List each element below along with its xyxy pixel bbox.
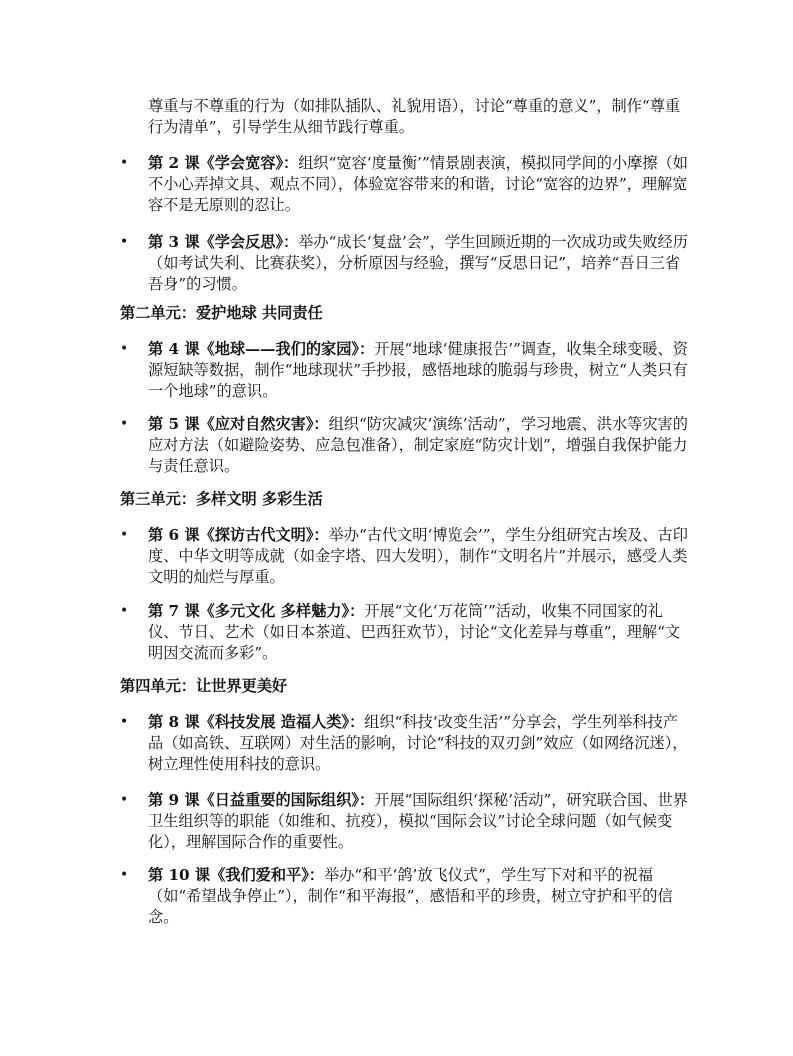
lesson-body — [148, 232, 688, 295]
lesson-body — [148, 414, 688, 477]
lesson-title: 第 4 课《地球——我们的家园》： — [148, 340, 375, 358]
bullet-icon: • — [120, 155, 129, 171]
lesson-text: 举办“古代文明‘博览会’”，学生分组研究古埃及、古印度、中华文明等成就（如金字塔、四大发明），制作“文明名片”并展示，感受人类文明的灿烂与厚重。 — [148, 526, 688, 586]
lesson-title: 第 9 课《日益重要的国际组织》： — [148, 791, 375, 809]
lesson-body — [148, 790, 688, 853]
lesson-body — [148, 712, 688, 775]
lesson-title: 第 6 课《探访古代文明》： — [148, 526, 329, 544]
bullet-icon: • — [120, 714, 129, 730]
unit-heading: 第四单元：让世界更美好 — [120, 677, 288, 695]
bullet-icon: • — [120, 603, 129, 619]
lesson-text: 开展“地球‘健康报告’”调查，收集全球变暖、资源短缺等数据，制作“地球现状”手抄报，感悟地球的脆弱与珍贵，树立“人类只有一个地球”的意识。 — [148, 340, 688, 400]
lesson-body — [148, 525, 688, 588]
lesson-title: 第 10 课《我们爱和平》： — [148, 866, 324, 884]
bullet-icon: • — [120, 527, 129, 543]
lesson-title: 第 3 课《学会反思》： — [148, 233, 299, 251]
bullet-icon: • — [120, 234, 129, 250]
unit-heading: 第二单元：爱护地球 共同责任 — [120, 304, 323, 322]
unit-heading: 第三单元：多样文明 多彩生活 — [120, 490, 323, 508]
lesson-text: 开展“文化‘万花筒’”活动，收集不同国家的礼仪、节日、艺术（如日本茶道、巴西狂欢节），讨论“文化差异与尊重”，理解“文明因交流而多彩”。 — [148, 602, 681, 662]
lesson-text: 组织“科技‘改变生活’”分享会，学生列举科技产品（如高铁、互联网）对生活的影响，讨论“科技的双刃剑”效应（如网络沉迷），树立理性使用科技的意识。 — [148, 713, 688, 773]
lesson-text: 组织“宽容‘度量衡’”情景剧表演，模拟同学间的小摩擦（如不小心弄掉文具、观点不同），体验宽容带来的和谐，讨论“宽容的边界”，理解宽容不是无原则的忍让。 — [148, 154, 688, 214]
lesson-body — [148, 865, 688, 928]
lesson-title: 第 2 课《学会宽容》： — [148, 154, 299, 172]
lesson-text: 举办“和平‘鸽’放飞仪式”，学生写下对和平的祝福（如“希望战争停止”），制作“和平海报”，感悟和平的珍贵，树立守护和平的信念。 — [148, 866, 673, 926]
bullet-icon: • — [120, 792, 129, 808]
lesson-title: 第 7 课《多元文化 多样魅力》： — [148, 602, 365, 620]
lesson-text: 开展“国际组织‘探秘’活动”，研究联合国、世界卫生组织等的职能（如维和、抗疫），模拟“国际会议”讨论全球问题（如气候变化），理解国际合作的重要性。 — [148, 791, 688, 851]
lesson-body — [148, 339, 688, 402]
lesson-body — [148, 601, 688, 664]
lesson-title: 第 8 课《科技发展 造福人类》： — [148, 713, 365, 731]
lesson-text: 举办“成长‘复盘’会”，学生回顾近期的一次成功或失败经历（如考试失利、比赛获奖），分析原因与经验，撰写“反思日记”，培养“吾日三省吾身”的习惯。 — [148, 233, 688, 293]
bullet-icon: • — [120, 341, 129, 357]
lesson-body — [148, 153, 688, 216]
lesson-1-continuation: 尊重与不尊重的行为（如排队插队、礼貌用语），讨论“尊重的意义”，制作“尊重行为清单”，引导学生从细节践行尊重。 — [148, 97, 681, 136]
bullet-icon: • — [120, 867, 129, 883]
lesson-text: 组织“防灾减灾‘演练’活动”，学习地震、洪水等灾害的应对方法（如避险姿势、应急包准备），制定家庭“防灾计划”，增强自我保护能力与责任意识。 — [148, 415, 688, 475]
bullet-icon: • — [120, 416, 129, 432]
lesson-title: 第 5 课《应对自然灾害》： — [148, 415, 329, 433]
